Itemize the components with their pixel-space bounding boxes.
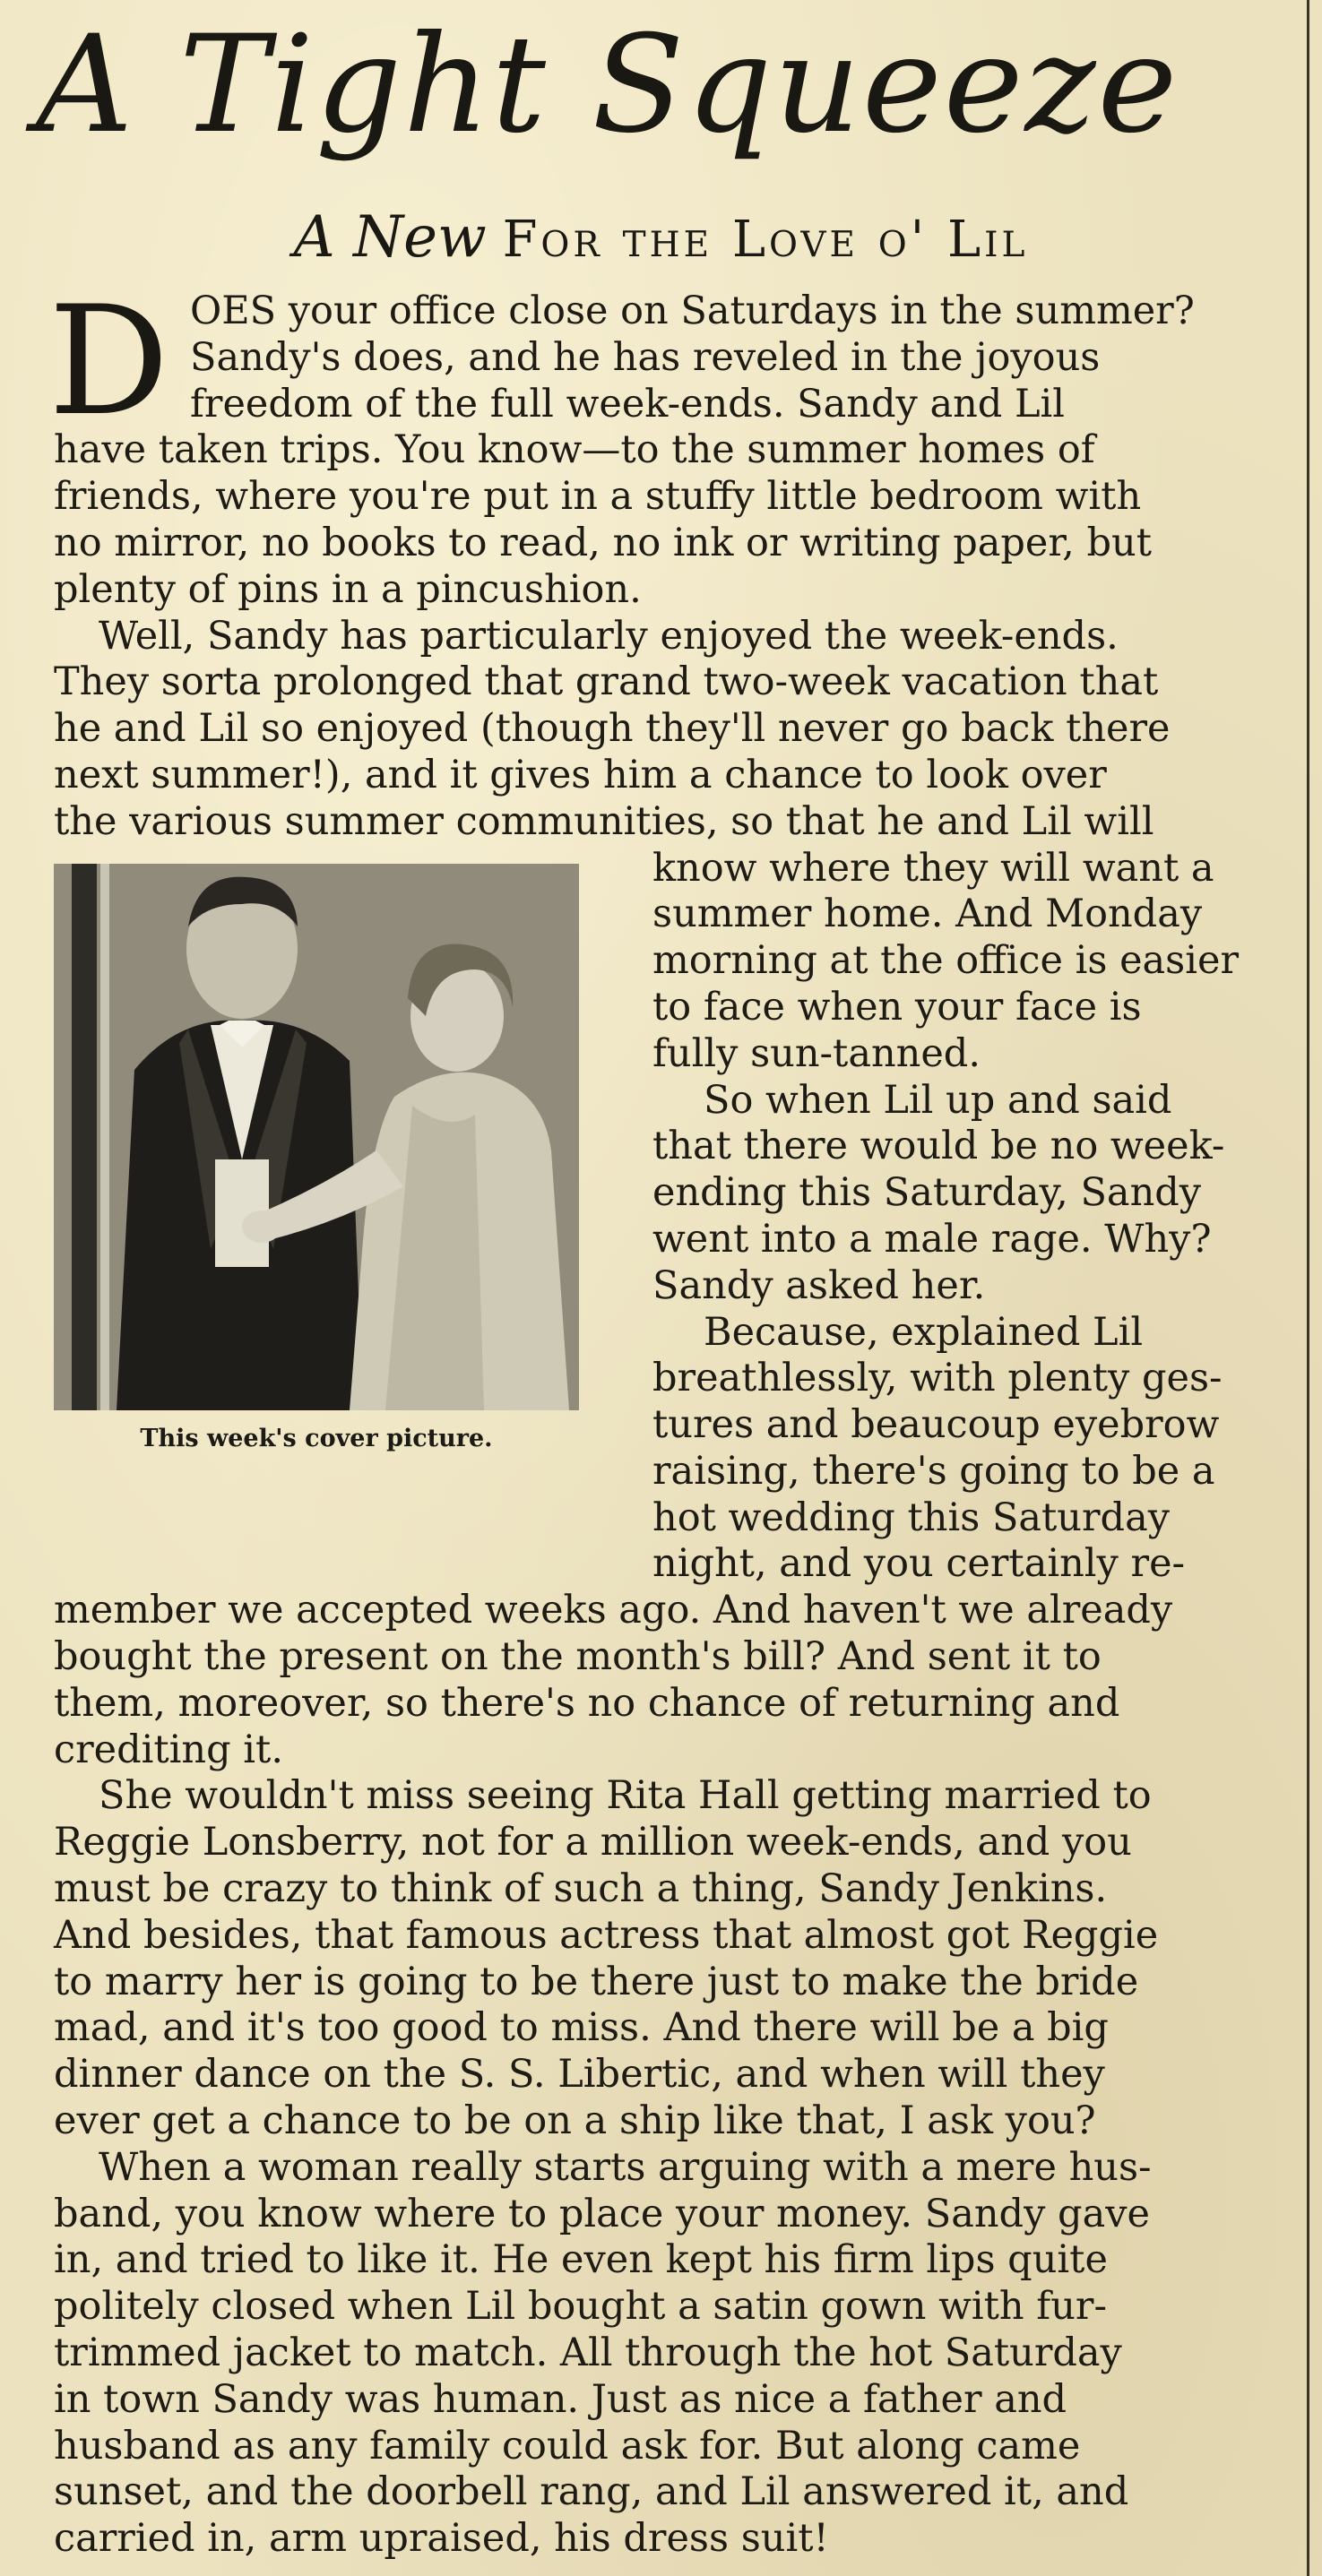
body-line: have taken trips. You know—to the summer homes of <box>54 427 1095 473</box>
body-line: Sandy's does, and he has reveled in the joyous <box>190 334 1101 380</box>
body-line: dinner dance on the S. S. Libertic, and when will they <box>54 2052 1105 2098</box>
body-line: politely closed when Lil bought a satin gown with fur- <box>54 2284 1107 2330</box>
body-line: OES your office close on Saturdays in the summer? <box>190 289 1195 333</box>
body-line: night, and you certainly re- <box>652 1541 1186 1587</box>
body-line: ending this Saturday, Sandy <box>652 1170 1202 1216</box>
body-line: band, you know where to place your money. Sandy gave <box>54 2191 1150 2236</box>
body-line: fully sun-tanned. <box>652 1030 981 1076</box>
body-line: Reggie Lonsberry, not for a million week-ends, and you <box>54 1820 1132 1865</box>
body-line: So when Lil up and said <box>704 1077 1172 1123</box>
body-line: to face when your face is <box>652 984 1142 1030</box>
body-line: in, and tried to like it. He even kept his firm lips quite <box>54 2237 1108 2283</box>
subheadline-script: A New <box>293 204 487 271</box>
body-line: Sandy asked her. <box>652 1262 986 1308</box>
photo-caption: This week's cover picture. <box>140 1424 493 1452</box>
body-line: hot wedding this Saturday <box>652 1495 1171 1540</box>
body-line: crediting it. <box>54 1727 283 1772</box>
body-line: friends, where you're put in a stuffy little bedroom with <box>54 474 1142 520</box>
body-line: in town Sandy was human. Just as nice a father and <box>54 2376 1067 2422</box>
article-headline: A Tight Squeeze <box>36 7 1179 163</box>
body-line: tures and beaucoup eyebrow <box>652 1402 1220 1448</box>
body-line: must be crazy to think of such a thing, Sandy Jenkins. <box>54 1866 1108 1912</box>
body-line: She wouldn't miss seeing Rita Hall getting married to <box>99 1773 1152 1819</box>
body-line: member we accepted weeks ago. And haven't we already <box>54 1588 1173 1633</box>
body-line: them, moreover, so there's no chance of returning and <box>54 1680 1120 1726</box>
subheadline-caps: For the Love o' Lil <box>502 211 1029 269</box>
body-line: They sorta prolonged that grand two-week vacation that <box>54 659 1159 705</box>
drop-cap: D <box>48 273 169 449</box>
body-line: When a woman really starts arguing with a mere hus- <box>99 2144 1152 2190</box>
body-line: raising, there's going to be a <box>652 1448 1215 1494</box>
body-line: summer home. And Monday <box>652 892 1203 937</box>
body-line: sunset, and the doorbell rang, and Lil answered it, and <box>54 2469 1129 2515</box>
body-line: no mirror, no books to read, no ink or writing paper, but <box>54 520 1152 565</box>
body-line: carried in, arm upraised, his dress suit! <box>54 2516 829 2562</box>
body-line: that there would be no week- <box>652 1124 1225 1169</box>
body-line: freedom of the full week-ends. Sandy and Lil <box>190 381 1066 426</box>
body-line: husband as any family could ask for. But along came <box>54 2423 1081 2468</box>
body-line: Well, Sandy has particularly enjoyed the week-ends. <box>99 613 1119 659</box>
body-line: mad, and it's too good to miss. And there will be a big <box>54 2005 1109 2051</box>
body-line: plenty of pins in a pincushion. <box>54 566 642 612</box>
body-line: next summer!), and it gives him a chance to look over <box>54 752 1107 797</box>
body-line: he and Lil so enjoyed (though they'll never go back there <box>54 706 1171 752</box>
body-line: the various summer communities, so that he and Lil will <box>54 798 1154 844</box>
body-line: trimmed jacket to match. All through the hot Saturday <box>54 2330 1122 2376</box>
body-line: morning at the office is easier <box>652 938 1240 984</box>
body-line: ever get a chance to be on a ship like that, I ask you? <box>54 2098 1096 2144</box>
body-line: And besides, that famous actress that almost got Reggie <box>54 1912 1159 1958</box>
body-line: Because, explained Lil <box>704 1309 1144 1355</box>
body-line: breathlessly, with plenty ges- <box>652 1356 1223 1401</box>
body-line: know where they will want a <box>652 845 1214 891</box>
body-line: bought the present on the month's bill? And sent it to <box>54 1634 1102 1680</box>
body-line: to marry her is going to be there just to make the bride <box>54 1959 1139 2004</box>
body-line: went into a male rage. Why? <box>652 1216 1212 1262</box>
